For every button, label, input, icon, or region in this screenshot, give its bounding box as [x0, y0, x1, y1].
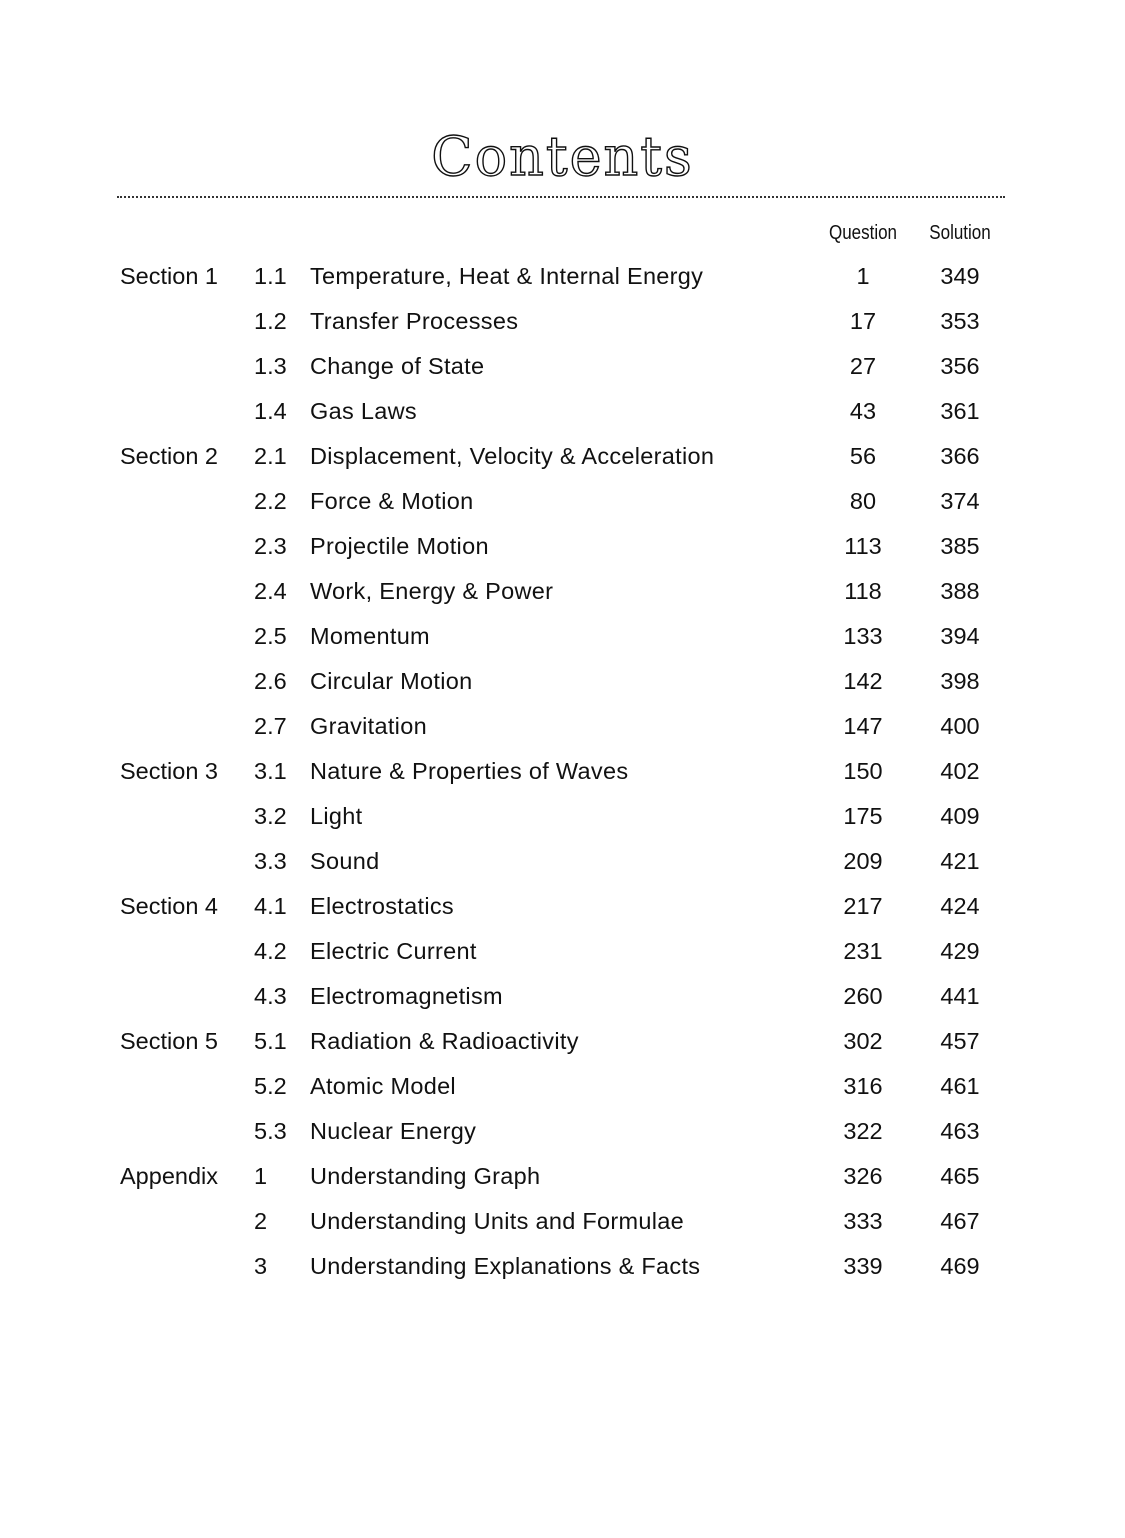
- contents-row: [0, 1154, 1125, 1199]
- contents-row: [0, 614, 1125, 659]
- entry-number: 3.2: [254, 803, 287, 829]
- solution-page: 457: [940, 1028, 980, 1054]
- solution-page: 421: [940, 848, 980, 874]
- solution-page: 467: [940, 1208, 980, 1234]
- page-title: Contents: [431, 125, 694, 188]
- section-label: Section 1: [120, 263, 218, 289]
- solution-page: 356: [940, 353, 980, 379]
- solution-page: 461: [940, 1073, 980, 1099]
- section-label: Appendix: [120, 1163, 218, 1189]
- contents-row: [0, 929, 1125, 974]
- entry-title: Circular Motion: [310, 668, 473, 694]
- question-page: 339: [843, 1253, 883, 1279]
- contents-row: [0, 569, 1125, 614]
- entry-number: 2.5: [254, 623, 287, 649]
- question-page: 175: [843, 803, 883, 829]
- solution-page: 349: [940, 263, 980, 289]
- contents-row: [0, 479, 1125, 524]
- entry-title: Sound: [310, 848, 380, 874]
- question-page: 326: [843, 1163, 883, 1189]
- entry-number: 2.2: [254, 488, 287, 514]
- contents-row: [0, 1109, 1125, 1154]
- solution-page: 394: [940, 623, 980, 649]
- contents-row: [0, 299, 1125, 344]
- entry-title: Electric Current: [310, 938, 477, 964]
- question-page: 142: [843, 668, 883, 694]
- section-label: Section 2: [120, 443, 218, 469]
- entry-title: Force & Motion: [310, 488, 474, 514]
- contents-row: [0, 389, 1125, 434]
- solution-page: 429: [940, 938, 980, 964]
- entry-title: Momentum: [310, 623, 430, 649]
- question-page: 1: [856, 263, 870, 289]
- entry-number: 3.1: [254, 758, 287, 784]
- entry-title: Radiation & Radioactivity: [310, 1028, 579, 1054]
- entry-number: 3: [254, 1253, 268, 1279]
- entry-number: 5.2: [254, 1073, 287, 1099]
- entry-title: Understanding Units and Formulae: [310, 1208, 685, 1234]
- solution-page: 388: [940, 578, 980, 604]
- solution-page: 441: [940, 983, 980, 1009]
- section-label: Section 5: [120, 1028, 218, 1054]
- section-label: Section 4: [120, 893, 218, 919]
- contents-row: [0, 1244, 1125, 1289]
- entry-title: Atomic Model: [310, 1073, 456, 1099]
- contents-row: [0, 839, 1125, 884]
- solution-page: 361: [940, 398, 980, 424]
- entry-number: 2.3: [254, 533, 287, 559]
- question-page: 217: [843, 893, 883, 919]
- entry-title: Gravitation: [310, 713, 427, 739]
- contents-row: [0, 254, 1125, 299]
- entry-title: Transfer Processes: [310, 308, 519, 334]
- question-page: 302: [843, 1028, 883, 1054]
- contents-row: [0, 1064, 1125, 1109]
- contents-row: [0, 1019, 1125, 1064]
- contents-row: [0, 974, 1125, 1019]
- solution-page: 409: [940, 803, 980, 829]
- entry-number: 1.1: [254, 263, 287, 289]
- question-page: 113: [844, 533, 882, 559]
- solution-page: 385: [940, 533, 980, 559]
- question-page: 333: [843, 1208, 883, 1234]
- question-page: 43: [849, 398, 877, 424]
- question-page: 150: [843, 758, 883, 784]
- entry-title: Projectile Motion: [310, 533, 489, 559]
- contents-row: [0, 344, 1125, 389]
- entry-number: 1.4: [254, 398, 287, 424]
- solution-page: 465: [940, 1163, 980, 1189]
- solution-page: 400: [940, 713, 980, 739]
- question-page: 231: [843, 938, 883, 964]
- solution-page: 469: [940, 1253, 980, 1279]
- question-page: 80: [849, 488, 877, 514]
- entry-title: Understanding Graph: [310, 1163, 541, 1189]
- contents-row: [0, 434, 1125, 479]
- solution-page: 398: [940, 668, 980, 694]
- contents-row: [0, 1199, 1125, 1244]
- question-page: 27: [849, 353, 877, 379]
- entry-number: 4.2: [254, 938, 287, 964]
- contents-row: [0, 749, 1125, 794]
- entry-title: Electromagnetism: [310, 983, 503, 1009]
- question-page: 56: [849, 443, 877, 469]
- entry-title: Work, Energy & Power: [310, 578, 554, 604]
- entry-number: 2.4: [254, 578, 287, 604]
- question-page: 133: [843, 623, 883, 649]
- contents-row: [0, 884, 1125, 929]
- question-page: 260: [843, 983, 883, 1009]
- entry-title: Displacement, Velocity & Acceleration: [310, 443, 715, 469]
- column-header-solution: Solution: [929, 222, 991, 244]
- solution-page: 366: [940, 443, 980, 469]
- entry-number: 5.1: [254, 1028, 287, 1054]
- question-page: 209: [843, 848, 883, 874]
- entry-number: 4.3: [254, 983, 287, 1009]
- contents-row: [0, 794, 1125, 839]
- entry-number: 2.7: [254, 713, 287, 739]
- contents-row: [0, 659, 1125, 704]
- entry-number: 1.2: [254, 308, 287, 334]
- solution-page: 353: [940, 308, 980, 334]
- entry-number: 1: [254, 1163, 268, 1189]
- entry-number: 2: [254, 1208, 268, 1234]
- entry-number: 3.3: [254, 848, 287, 874]
- entry-title: Understanding Explanations & Facts: [310, 1253, 701, 1279]
- entry-number: 2.6: [254, 668, 287, 694]
- entry-title: Gas Laws: [310, 398, 417, 424]
- question-page: 118: [844, 578, 882, 604]
- solution-page: 424: [940, 893, 980, 919]
- question-page: 147: [843, 713, 883, 739]
- dotted-divider: [117, 196, 1005, 198]
- entry-number: 4.1: [254, 893, 287, 919]
- question-page: 322: [843, 1118, 883, 1144]
- entry-number: 5.3: [254, 1118, 287, 1144]
- column-header-question: Question: [828, 222, 898, 244]
- entry-title: Nature & Properties of Waves: [310, 758, 629, 784]
- entry-number: 1.3: [254, 353, 287, 379]
- question-page: 17: [849, 308, 877, 334]
- contents-row: [0, 704, 1125, 749]
- entry-title: Temperature, Heat & Internal Energy: [310, 263, 704, 289]
- entry-title: Light: [310, 803, 363, 829]
- entry-title: Nuclear Energy: [310, 1118, 477, 1144]
- solution-page: 402: [940, 758, 980, 784]
- entry-title: Change of State: [310, 353, 485, 379]
- solution-page: 463: [940, 1118, 980, 1144]
- question-page: 316: [843, 1073, 883, 1099]
- section-label: Section 3: [120, 758, 218, 784]
- contents-row: [0, 524, 1125, 569]
- entry-number: 2.1: [254, 443, 287, 469]
- entry-title: Electrostatics: [310, 893, 454, 919]
- solution-page: 374: [940, 488, 980, 514]
